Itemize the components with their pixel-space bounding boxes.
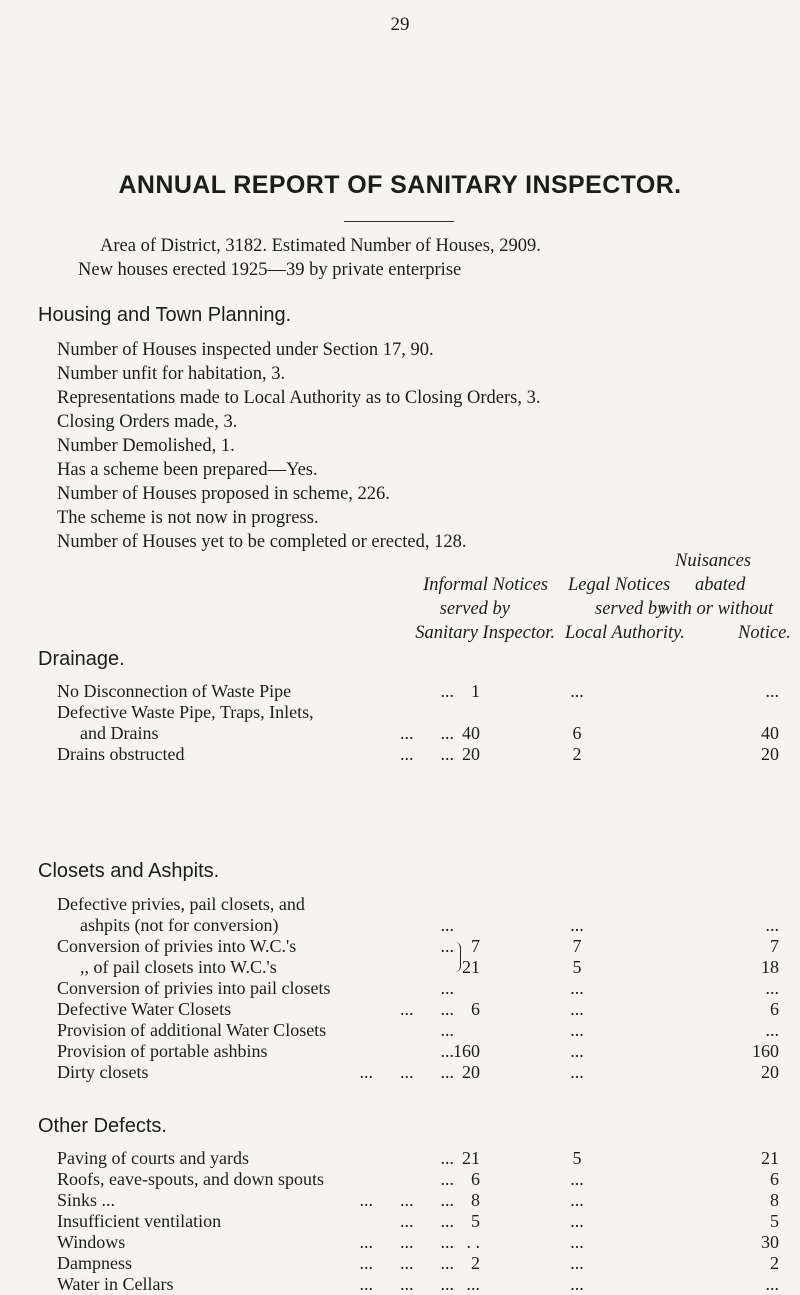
housing-line: Number of Houses inspected under Section 17, 90. [57, 340, 434, 360]
row-leader-dots: ... [440, 1020, 454, 1040]
legal-notices-value: ... [570, 1041, 584, 1061]
section-heading: Other Defects. [38, 1115, 167, 1137]
housing-line: Representations made to Local Authority as to Closing Orders, 3. [57, 388, 541, 408]
legal-notices-value: ... [570, 1062, 584, 1082]
legal-notices-value: ... [570, 999, 584, 1019]
col1-header-line: Sanitary Inspector. [415, 623, 555, 643]
row-label: Drains obstructed [57, 744, 185, 764]
legal-notices-value: ... [570, 1190, 584, 1210]
row-label: Defective Waste Pipe, Traps, Inlets, [57, 702, 314, 722]
informal-notices-value: ... [466, 1274, 480, 1294]
row-leader-dots: ... ... [400, 999, 454, 1019]
row-label: Insufficient ventilation [57, 1211, 222, 1231]
legal-notices-value: 5 [572, 957, 582, 977]
housing-line: Number unfit for habitation, 3. [57, 364, 286, 384]
row-leader-dots: ... [440, 936, 454, 956]
page-title: ANNUAL REPORT OF SANITARY INSPECTOR. [118, 171, 682, 199]
row-leader-dots: ... ... [400, 744, 454, 764]
nuisances-abated-value: ... [765, 681, 779, 701]
row-label: Windows [57, 1232, 126, 1252]
informal-notices-value: 2 [471, 1253, 480, 1273]
row-leader-dots: ... ... ... [359, 1232, 454, 1252]
housing-line: The scheme is not now in progress. [57, 508, 319, 528]
housing-line: Number of Houses yet to be completed or erected, 128. [57, 532, 467, 552]
legal-notices-value: 6 [572, 723, 582, 743]
nuisances-abated-value: 30 [761, 1232, 779, 1252]
row-label: Water in Cellars [57, 1274, 174, 1294]
housing-heading: Housing and Town Planning. [38, 304, 292, 326]
section-heading: Closets and Ashpits. [38, 860, 220, 882]
row-leader-dots: ... [440, 978, 454, 998]
informal-notices-value: 20 [462, 1062, 480, 1082]
row-label: Conversion of privies into pail closets [57, 978, 331, 998]
intro-new-houses-line: New houses erected 1925—39 by private enterprise [78, 260, 462, 280]
nuisances-abated-value: 6 [770, 999, 779, 1019]
col3-header-line: with or without [660, 599, 774, 619]
nuisances-abated-value: 20 [761, 1062, 779, 1082]
row-leader-dots: ... ... ... [359, 1274, 454, 1294]
legal-notices-value: ... [570, 978, 584, 998]
row-label: Roofs, eave-spouts, and down spouts [57, 1169, 324, 1189]
nuisances-abated-value: 18 [761, 957, 779, 977]
nuisances-abated-value: 7 [770, 936, 779, 956]
title-divider [344, 221, 454, 222]
row-label: ,, of pail closets into W.C.'s [80, 957, 277, 977]
row-label: and Drains [80, 723, 159, 743]
col1-header-line: served by [439, 599, 510, 619]
nuisances-abated-value: 8 [770, 1190, 779, 1210]
row-leader-dots: ... [440, 1148, 454, 1168]
legal-notices-value: ... [570, 1169, 584, 1189]
section-heading: Drainage. [38, 648, 125, 670]
legal-notices-value: ... [570, 915, 584, 935]
informal-notices-value: . . [466, 1232, 480, 1252]
legal-notices-value: ... [570, 681, 584, 701]
informal-notices-value: 1 [471, 681, 480, 701]
row-label: Provision of additional Water Closets [57, 1020, 327, 1040]
housing-line: Closing Orders made, 3. [57, 412, 238, 432]
nuisances-abated-value: ... [765, 915, 779, 935]
legal-notices-value: ... [570, 1020, 584, 1040]
col1-header-line: Informal Notices [423, 575, 548, 595]
row-leader-dots: ... [440, 1169, 454, 1189]
col3-header-line: abated [695, 575, 746, 595]
row-leader-dots: ... [440, 915, 454, 935]
row-label: Sinks ... [57, 1190, 116, 1210]
nuisances-abated-value: 21 [761, 1148, 779, 1168]
legal-notices-value: 2 [572, 744, 582, 764]
col2-header-line: Legal Notices [568, 575, 671, 595]
row-leader-dots: ... ... [400, 723, 454, 743]
row-label: Conversion of privies into W.C.'s [57, 936, 297, 956]
informal-notices-value: 8 [471, 1190, 480, 1210]
housing-line: Number of Houses proposed in scheme, 226. [57, 484, 390, 504]
row-leader-dots: ... [440, 681, 454, 701]
row-leader-dots: ... ... ... [359, 1253, 454, 1273]
legal-notices-value: 7 [572, 936, 582, 956]
nuisances-abated-value: ... [765, 1274, 779, 1294]
legal-notices-value: 5 [572, 1148, 582, 1168]
row-leader-dots: ... ... ... [359, 1190, 454, 1210]
legal-notices-value: ... [570, 1232, 584, 1252]
row-label: Provision of portable ashbins [57, 1041, 268, 1061]
page-number: 29 [390, 14, 410, 35]
informal-notices-value: 20 [462, 744, 480, 764]
nuisances-abated-value: 40 [761, 723, 779, 743]
nuisances-abated-value: 20 [761, 744, 779, 764]
informal-notices-value: 21 [462, 957, 480, 977]
informal-notices-value: 5 [471, 1211, 480, 1231]
row-leader-dots: ... ... ... [359, 1062, 454, 1082]
row-label: Defective Water Closets [57, 999, 232, 1019]
conversion-brace [454, 942, 461, 972]
col3-header-line: Nuisances [675, 551, 752, 571]
row-leader-dots: ... [440, 1041, 454, 1061]
legal-notices-value: ... [570, 1274, 584, 1294]
row-label: Dirty closets [57, 1062, 149, 1082]
row-label: ashpits (not for conversion) [80, 915, 279, 935]
nuisances-abated-value: 6 [770, 1169, 779, 1189]
informal-notices-value: 6 [471, 999, 480, 1019]
legal-notices-value: ... [570, 1253, 584, 1273]
row-label: No Disconnection of Waste Pipe [57, 681, 292, 701]
row-label: Defective privies, pail closets, and [57, 894, 305, 914]
row-label: Paving of courts and yards [57, 1148, 249, 1168]
col3-header-line: Notice. [738, 623, 791, 643]
nuisances-abated-value: 2 [770, 1253, 779, 1273]
intro-area-line: Area of District, 3182. Estimated Number of Houses, 2909. [100, 236, 541, 256]
housing-line: Has a scheme been prepared—Yes. [57, 460, 318, 480]
legal-notices-value: ... [570, 1211, 584, 1231]
informal-notices-value: 6 [471, 1169, 480, 1189]
row-label: Dampness [57, 1253, 132, 1273]
nuisances-abated-value: ... [765, 1020, 779, 1040]
informal-notices-value: 40 [462, 723, 480, 743]
nuisances-abated-value: ... [765, 978, 779, 998]
col2-header-line: Local Authority. [565, 623, 685, 643]
col2-header-line: served by [595, 599, 666, 619]
nuisances-abated-value: 5 [770, 1211, 779, 1231]
row-leader-dots: ... ... [400, 1211, 454, 1231]
informal-notices-value: 160 [453, 1041, 480, 1061]
housing-line: Number Demolished, 1. [57, 436, 235, 456]
nuisances-abated-value: 160 [752, 1041, 779, 1061]
informal-notices-value: 21 [462, 1148, 480, 1168]
informal-notices-value: 7 [471, 936, 480, 956]
